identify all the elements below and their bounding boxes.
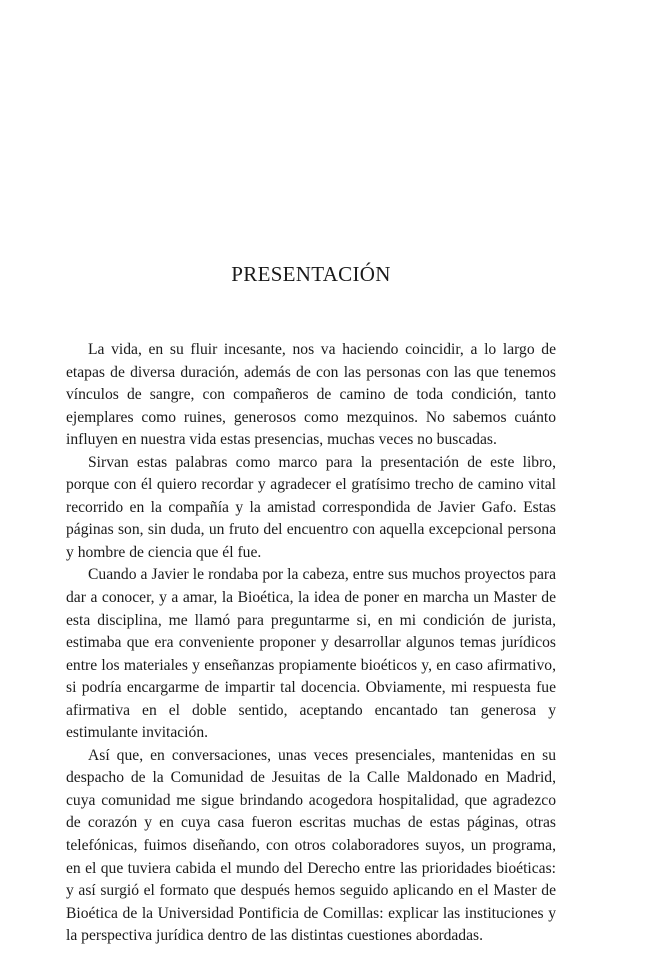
paragraph-2: Sirvan estas palabras como marco para la presentación de este libro, porque con él quiero recordar y agradecer el gratísimo trecho de camino vital recorrido en la compañía y la amistad correspondida de Javier Gafo. Estas páginas son, sin duda, un fruto del encuentro con aquella excepcional persona y hombre de ciencia que él fue.: [66, 453, 556, 561]
paragraph-3: Cuando a Javier le rondaba por la cabeza, entre sus muchos proyectos para dar a conocer, y a amar, la Bioética, la idea de poner en marcha un Master de esta disciplina, me llamó para preguntarme si, en mi condición de jurista, estimaba que era conveniente proponer y desarrollar algunos temas jurídicos entre los materiales y enseñanzas propiamente bioéticos y, en caso afirmativo, si podría encargarme de impartir tal docencia. Obviamente, mi respuesta fue afirmativa en el doble sentido, aceptando encantado tan generosa y estimulante invitación.: [66, 566, 556, 742]
chapter-title: PRESENTACIÓN: [231, 262, 391, 286]
paragraph-1: La vida, en su fluir incesante, nos va haciendo coincidir, a lo largo de etapas de diversa duración, además de con las personas con las que tenemos vínculos de sangre, con compañeros de camino de toda condición, tanto ejemplares como ruines, generosos como mezquinos. No sabemos cuánto influyen en nuestra vida estas presencias, muchas veces no buscadas.: [66, 341, 556, 449]
body-text: [66, 339, 556, 948]
paragraph-4: Así que, en conversaciones, unas veces presenciales, mantenidas en su despacho de la Comunidad de Jesuitas de la Calle Maldonado en Madrid, cuya comunidad me sigue brindando acogedora hospitalidad, que agradezco de corazón y en cuya casa fueron escritas muchas de estas páginas, otras telefónicas, fuimos diseñando, con otros colaboradores suyos, un programa, en el que tuviera cabida el mundo del Derecho entre las prioridades bioéticas: y así surgió el formato que después hemos seguido aplicando en el Master de Bioética de la Universidad Pontificia de Comillas: explicar las instituciones y la perspectiva jurídica dentro de las distintas cuestiones abordadas.: [66, 746, 556, 945]
